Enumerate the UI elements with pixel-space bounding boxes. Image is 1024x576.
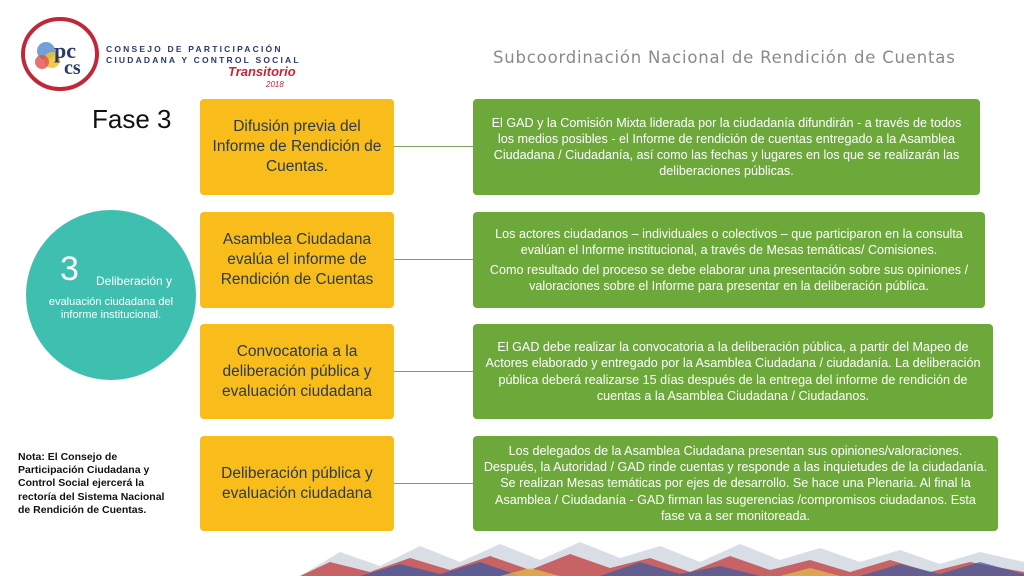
step-description-box (473, 436, 998, 531)
step-title-box (200, 212, 394, 308)
phase-number: 3 (60, 250, 79, 288)
step-title-box (200, 436, 394, 531)
cpccs-logo (20, 14, 310, 94)
step-description: Los actores ciudadanos – individuales o colectivos – que participaron en la consulta evalúan el Informe institucional, a través de Mesas temáticas/ Comisiones. (495, 226, 963, 257)
step-title: Deliberación pública y evaluación ciudadana (221, 464, 373, 502)
connector-line (394, 483, 474, 484)
logo-year: 2018 (266, 80, 284, 89)
step-title: Convocatoria a la deliberación pública y evaluación ciudadana (222, 342, 372, 400)
step-title: Asamblea Ciudadana evalúa el informe de Rendición de Cuentas (220, 231, 374, 288)
step-title-box (200, 99, 394, 195)
svg-text:pc: pc (54, 38, 76, 63)
logo-text-line2: CIUDADANA Y CONTROL SOCIAL (106, 55, 301, 65)
step-description: Los delegados de la Asamblea Ciudadana presentan sus opiniones/valoraciones. Después, la Autoridad / GAD rinde cuentas y responde a las inquietudes de la ciudadanía. Se realizan Mesas temáticas por ejes de desarrollo. Se hace una Plenaria. Al final la Asamblea / Ciudadanía - GAD firman las sugerencias /compromisos ciudadanos. Esta fase va a ser monitoreada. (483, 443, 988, 523)
step-description: El GAD y la Comisión Mixta liderada por la ciudadanía difundirán - a través de todos los medios posibles - el Informe de rendición de cuentas entregado a la Asamblea Ciudadana / Ciudadanía, así como las fechas y lugares en los que se realizarán las deliberaciones públicas. (491, 115, 962, 179)
logo-transitorio: Transitorio (228, 64, 296, 79)
phase-name-rest: evaluación ciudadana del informe institucional. (48, 296, 174, 321)
step-description: Como resultado del proceso se debe elaborar una presentación sobre sus opiniones / valoraciones sobre el Informe para presentar en la deliberación pública. (489, 263, 969, 294)
page-subheader: Subcoordinación Nacional de Rendición de Cuentas (493, 48, 956, 67)
page-title: Fase 3 (92, 104, 172, 134)
step-description-box (473, 324, 993, 419)
phase-circle (26, 210, 196, 380)
phase-name-first-line: Deliberación y (96, 274, 173, 288)
step-description-box (473, 99, 980, 195)
connector-line (394, 259, 474, 260)
decorative-footer-art (300, 532, 1024, 576)
step-description-box (473, 212, 985, 308)
step-title-box (200, 324, 394, 419)
footnote: Nota: El Consejo de Participación Ciudadana y Control Social ejercerá la rectoría del Sistema Nacional de Rendición de Cuentas. (18, 451, 165, 516)
cpccs-emblem-icon (20, 14, 110, 94)
step-title: Difusión previa del Informe de Rendición de Cuentas. (212, 118, 382, 175)
connector-line (394, 146, 474, 147)
connector-line (394, 371, 474, 372)
logo-text-line1: CONSEJO DE PARTICIPACIÓN (106, 44, 283, 54)
svg-text:cs: cs (64, 57, 81, 79)
step-description: El GAD debe realizar la convocatoria a la deliberación pública, a partir del Mapeo de Actores elaborado y entregado por la Asamblea Ciudadana / ciudadanía. La deliberación pública deberá realizarse 15 días después de la entrega del informe de rendición de cuentas a la Asamblea Ciudadana / Ciudadanos. (485, 340, 981, 403)
